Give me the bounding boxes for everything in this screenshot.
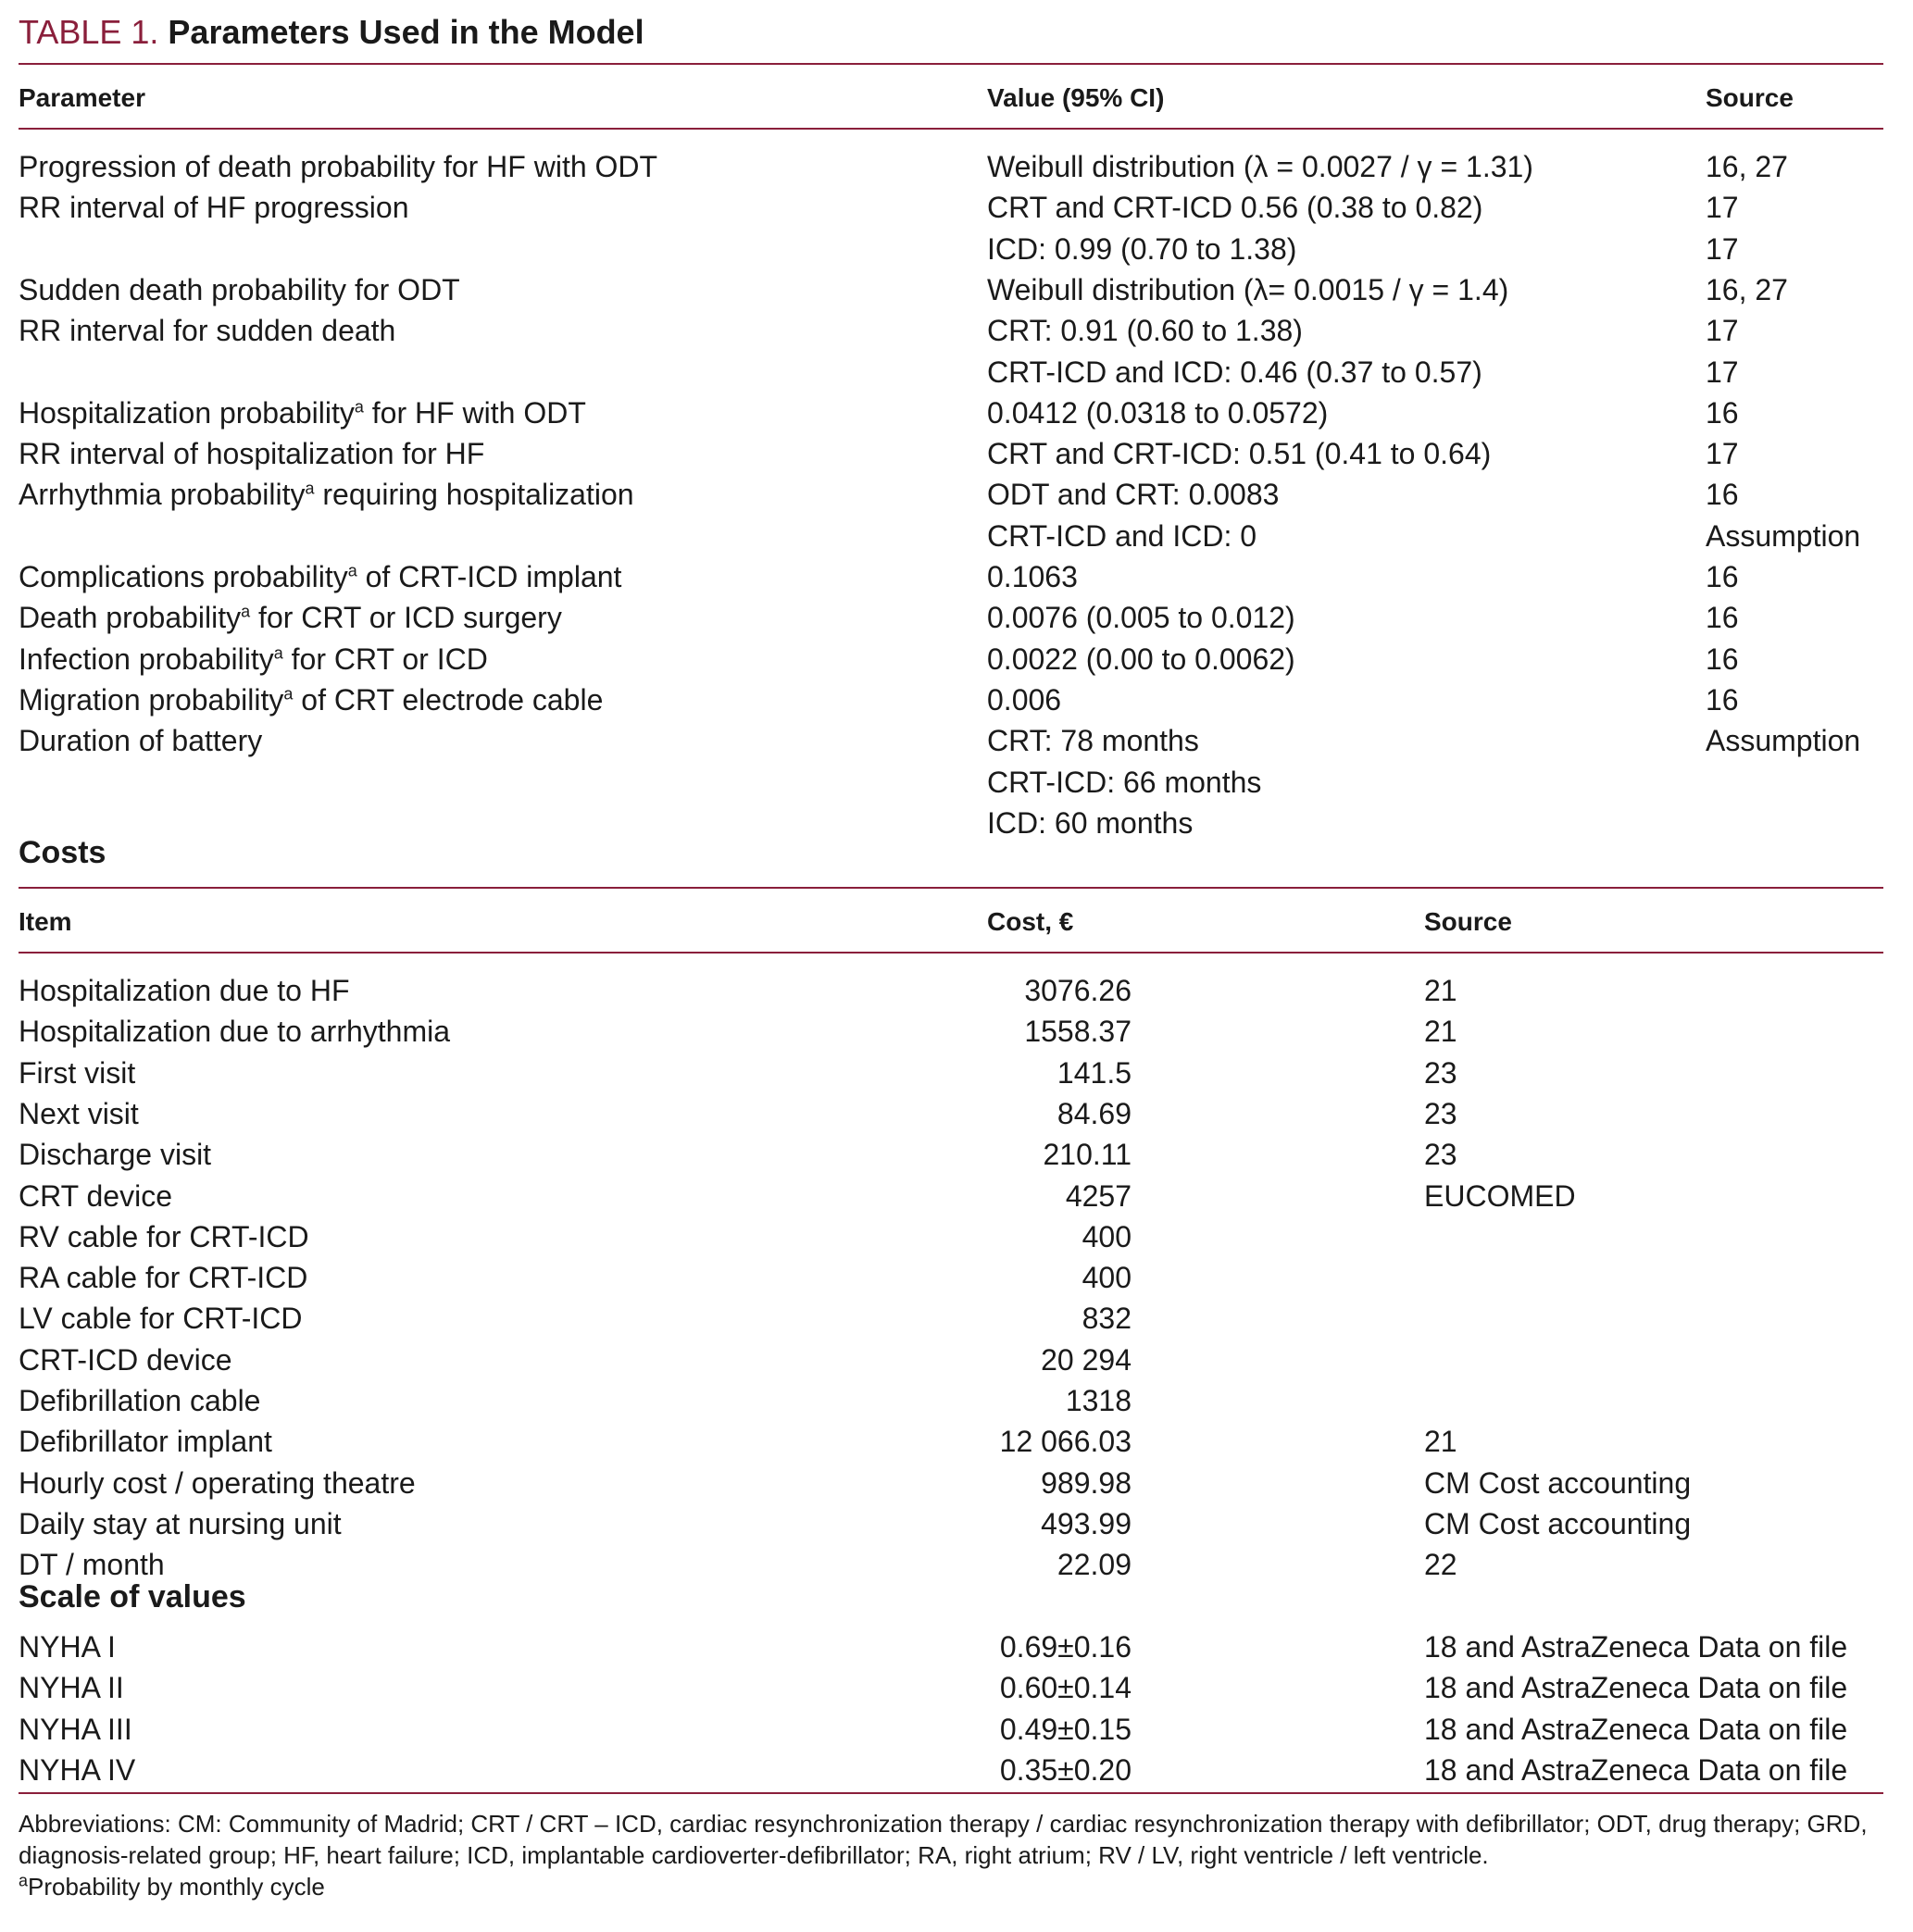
header-item: Item bbox=[19, 907, 72, 936]
scale-item: NYHA III bbox=[19, 1712, 132, 1746]
scale-source: 18 and AstraZeneca Data on file bbox=[1424, 1712, 1848, 1746]
cost-item: RV cable for CRT-ICD bbox=[19, 1219, 309, 1253]
param-name-text: Sudden death probability for ODT bbox=[19, 272, 460, 306]
footnote-marker: a bbox=[347, 561, 357, 580]
param-value: CRT-ICD and ICD: 0.46 (0.37 to 0.57) bbox=[987, 355, 1482, 389]
cost-value: 22.09 bbox=[1057, 1548, 1132, 1582]
table-label: TABLE 1. bbox=[19, 13, 159, 51]
cost-value: 12 066.03 bbox=[999, 1425, 1132, 1459]
cost-item: CRT device bbox=[19, 1178, 172, 1213]
param-name bbox=[19, 720, 262, 761]
param-source: 17 bbox=[1706, 437, 1739, 471]
cost-source: 21 bbox=[1424, 974, 1457, 1007]
param-name bbox=[19, 639, 488, 679]
cost-value: 141.5 bbox=[1057, 1055, 1132, 1090]
table-title-text: Parameters Used in the Model bbox=[168, 13, 644, 51]
param-name bbox=[19, 679, 603, 720]
param-name-text: RR interval of hospitalization for HF bbox=[19, 437, 485, 471]
param-name-rest: for CRT or ICD surgery bbox=[250, 601, 562, 635]
param-source: 17 bbox=[1706, 314, 1739, 348]
scale-item: NYHA IV bbox=[19, 1752, 136, 1787]
param-source: 16 bbox=[1706, 395, 1739, 430]
cost-item: LV cable for CRT-ICD bbox=[19, 1302, 303, 1336]
cost-item: Defibrillator implant bbox=[19, 1425, 272, 1459]
param-name-text: Migration probability bbox=[19, 682, 284, 717]
param-value: ODT and CRT: 0.0083 bbox=[987, 478, 1280, 512]
param-source: 16 bbox=[1706, 560, 1739, 593]
cost-item: Hospitalization due to HF bbox=[19, 974, 350, 1007]
param-source: 16 bbox=[1706, 478, 1739, 512]
cost-source: 21 bbox=[1424, 1015, 1457, 1049]
param-name bbox=[19, 433, 484, 474]
cost-item: First visit bbox=[19, 1055, 136, 1090]
cost-source: 21 bbox=[1424, 1425, 1457, 1459]
cost-source: CM Cost accounting bbox=[1424, 1506, 1692, 1540]
param-value: CRT: 78 months bbox=[987, 724, 1199, 758]
param-source: 16 bbox=[1706, 601, 1739, 635]
cost-item: Hospitalization due to arrhythmia bbox=[19, 1015, 451, 1049]
param-value: 0.0022 (0.00 to 0.0062) bbox=[987, 642, 1295, 676]
header-cost-source: Source bbox=[1424, 907, 1512, 936]
cost-item: Daily stay at nursing unit bbox=[19, 1506, 342, 1540]
header-value: Value (95% CI) bbox=[987, 83, 1165, 112]
param-source: 17 bbox=[1706, 191, 1739, 225]
footnote-abbrev-line1: Abbreviations: CM: Community of Madrid; CRT / CRT – ICD, cardiac resynchronization therapy / cardiac resynchronization therapy with defibrillator; ODT, drug therapy; GRD, bbox=[19, 1810, 1868, 1838]
scale-source: 18 and AstraZeneca Data on file bbox=[1424, 1630, 1848, 1664]
footnote-marker: a bbox=[19, 1871, 29, 1890]
cost-value: 84.69 bbox=[1057, 1096, 1132, 1130]
param-name bbox=[19, 393, 586, 433]
param-name bbox=[19, 310, 395, 351]
cost-item: Discharge visit bbox=[19, 1138, 212, 1172]
param-source: 16 bbox=[1706, 682, 1739, 717]
cost-item: Next visit bbox=[19, 1096, 139, 1130]
cost-value: 4257 bbox=[1065, 1178, 1132, 1213]
scale-section-title: Scale of values bbox=[19, 1579, 246, 1614]
header-cost: Cost, € bbox=[987, 907, 1074, 936]
param-name-rest: of CRT electrode cable bbox=[293, 682, 604, 717]
param-value: ICD: 60 months bbox=[987, 805, 1194, 840]
table-title bbox=[19, 13, 644, 52]
header-parameter: Parameter bbox=[19, 83, 145, 112]
cost-source: CM Cost accounting bbox=[1424, 1465, 1692, 1500]
param-source: 17 bbox=[1706, 231, 1739, 266]
cost-source: 23 bbox=[1424, 1138, 1457, 1172]
param-source: 16, 27 bbox=[1706, 150, 1788, 183]
scale-source: 18 and AstraZeneca Data on file bbox=[1424, 1671, 1848, 1705]
param-value: CRT-ICD: 66 months bbox=[987, 765, 1262, 799]
param-name-text: Arrhythmia probability bbox=[19, 478, 306, 512]
footnote-abbrev-line2: diagnosis-related group; HF, heart failure; ICD, implantable cardioverter-defibrillator; RA, right atrium; RV / LV, right ventricle / left ventricle. bbox=[19, 1841, 1489, 1869]
param-name bbox=[19, 269, 460, 310]
cost-source: 23 bbox=[1424, 1096, 1457, 1130]
param-name-text: RR interval of HF progression bbox=[19, 191, 409, 225]
param-name-text: Complications probability bbox=[19, 560, 348, 593]
cost-item: Defibrillation cable bbox=[19, 1384, 261, 1417]
param-source: 16 bbox=[1706, 642, 1739, 676]
scale-value: 0.69±0.16 bbox=[999, 1630, 1132, 1664]
cost-source: 23 bbox=[1424, 1055, 1457, 1090]
cost-value: 210.11 bbox=[1043, 1138, 1132, 1172]
param-name bbox=[19, 146, 657, 187]
cost-item: RA cable for CRT-ICD bbox=[19, 1261, 308, 1295]
header-source: Source bbox=[1706, 83, 1794, 112]
footnote-marker: a bbox=[241, 602, 251, 621]
header-rule bbox=[19, 128, 1883, 130]
cost-source: 22 bbox=[1424, 1548, 1457, 1582]
bottom-rule bbox=[19, 1792, 1883, 1794]
footnote-marker: a bbox=[305, 479, 315, 498]
costs-top-rule bbox=[19, 887, 1883, 889]
param-value: 0.0412 (0.0318 to 0.0572) bbox=[987, 395, 1329, 430]
param-value: CRT: 0.91 (0.60 to 1.38) bbox=[987, 314, 1303, 348]
cost-item: Hourly cost / operating theatre bbox=[19, 1465, 416, 1500]
param-value: 0.006 bbox=[987, 682, 1062, 717]
param-source: Assumption bbox=[1706, 724, 1861, 758]
param-name bbox=[19, 556, 621, 597]
param-value: CRT-ICD and ICD: 0 bbox=[987, 518, 1257, 553]
cost-value: 989.98 bbox=[1041, 1465, 1132, 1500]
param-name-rest: for CRT or ICD bbox=[282, 642, 488, 676]
footnote-marker: a bbox=[283, 684, 294, 704]
costs-section-title: Costs bbox=[19, 835, 106, 870]
cost-value: 3076.26 bbox=[1024, 974, 1132, 1007]
scale-source: 18 and AstraZeneca Data on file bbox=[1424, 1752, 1848, 1787]
param-source: 16, 27 bbox=[1706, 272, 1788, 306]
param-name bbox=[19, 474, 634, 515]
footnote-probability bbox=[19, 1871, 325, 1902]
cost-value: 1318 bbox=[1065, 1384, 1132, 1417]
scale-value: 0.35±0.20 bbox=[999, 1752, 1132, 1787]
param-name-text: RR interval for sudden death bbox=[19, 314, 396, 348]
footnote-marker: a bbox=[273, 642, 283, 662]
param-name-text: Death probability bbox=[19, 601, 242, 635]
param-name-text: Duration of battery bbox=[19, 724, 263, 758]
param-name-text: Hospitalization probability bbox=[19, 395, 355, 430]
scale-value: 0.49±0.15 bbox=[999, 1712, 1132, 1746]
param-value: 0.1063 bbox=[987, 560, 1078, 593]
footnote-probability-text: Probability by monthly cycle bbox=[28, 1873, 325, 1901]
scale-value: 0.60±0.14 bbox=[999, 1671, 1132, 1705]
param-source: 17 bbox=[1706, 355, 1739, 389]
param-name bbox=[19, 597, 562, 638]
param-name-rest: for HF with ODT bbox=[363, 395, 586, 430]
param-value: ICD: 0.99 (0.70 to 1.38) bbox=[987, 231, 1297, 266]
param-name-rest: of CRT-ICD implant bbox=[356, 560, 622, 593]
cost-value: 493.99 bbox=[1041, 1506, 1132, 1540]
scale-item: NYHA I bbox=[19, 1630, 116, 1664]
cost-value: 400 bbox=[1082, 1261, 1132, 1295]
cost-value: 1558.37 bbox=[1024, 1015, 1132, 1049]
param-value: Weibull distribution (λ = 0.0027 / γ = 1.31) bbox=[987, 150, 1533, 183]
footnote-marker: a bbox=[354, 397, 364, 417]
param-source: Assumption bbox=[1706, 518, 1861, 553]
param-name-text: Infection probability bbox=[19, 642, 274, 676]
scale-item: NYHA II bbox=[19, 1671, 124, 1705]
cost-source: EUCOMED bbox=[1424, 1178, 1576, 1213]
cost-item: DT / month bbox=[19, 1548, 165, 1582]
param-name bbox=[19, 187, 408, 228]
param-name-rest: requiring hospitalization bbox=[314, 478, 634, 512]
cost-value: 20 294 bbox=[1041, 1342, 1132, 1377]
param-name-text: Progression of death probability for HF with ODT bbox=[19, 150, 658, 183]
top-rule bbox=[19, 63, 1883, 65]
param-value: Weibull distribution (λ= 0.0015 / γ = 1.4) bbox=[987, 272, 1509, 306]
cost-value: 400 bbox=[1082, 1219, 1132, 1253]
param-value: CRT and CRT-ICD 0.56 (0.38 to 0.82) bbox=[987, 191, 1483, 225]
cost-item: CRT-ICD device bbox=[19, 1342, 232, 1377]
param-value: CRT and CRT-ICD: 0.51 (0.41 to 0.64) bbox=[987, 437, 1492, 471]
cost-value: 832 bbox=[1082, 1302, 1132, 1336]
costs-header-rule bbox=[19, 952, 1883, 954]
param-value: 0.0076 (0.005 to 0.012) bbox=[987, 601, 1295, 635]
